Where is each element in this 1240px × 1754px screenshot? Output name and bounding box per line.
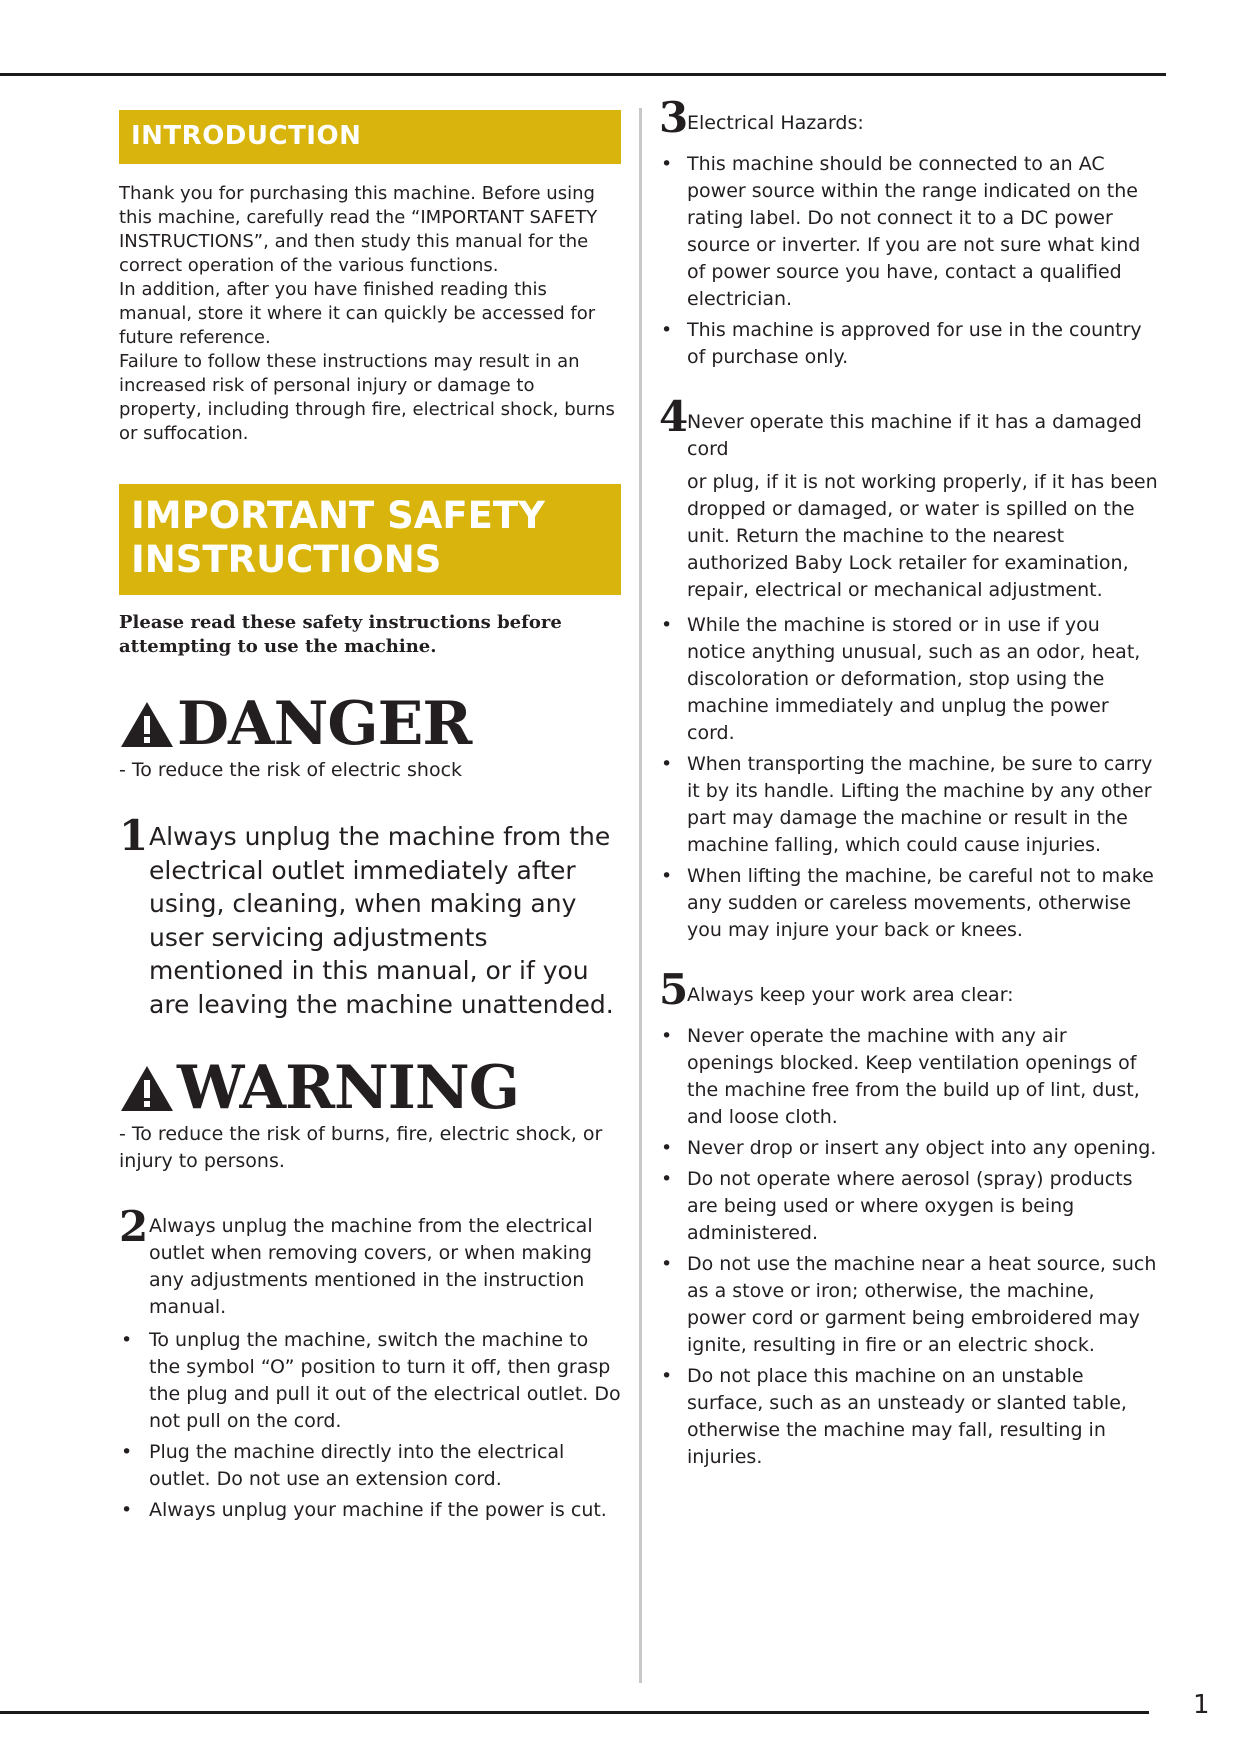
safety-heading <box>119 484 621 595</box>
item-heading: Electrical Hazards: <box>687 112 864 134</box>
bottom-rule <box>0 1711 1149 1714</box>
list-item: • Plug the machine directly into the electrical outlet. Do not use an extension cord. <box>119 1439 621 1493</box>
item-number: 4 <box>659 392 689 441</box>
bullet-list <box>659 612 1159 944</box>
item-number: 1 <box>119 811 149 860</box>
introduction-text <box>119 182 621 446</box>
danger-section <box>119 689 621 784</box>
list-item: • Never operate the machine with any air openings blocked. Keep ventilation openings of the machine free from the build up of lint, dust, and loose cloth. <box>659 1023 1159 1131</box>
list-item: • When lifting the machine, be careful not to make any sudden or careless movements, otherwise you may injure your back or knees. <box>659 863 1159 944</box>
danger-label: DANGER <box>177 689 472 759</box>
list-item: • Always unplug your machine if the power is cut. <box>119 1497 621 1524</box>
item-number: 5 <box>659 965 689 1014</box>
list-item: • While the machine is stored or in use if you notice anything unusual, such as an odor, heat, discoloration or deformation, stop using the machine immediately and unplug the power cord. <box>659 612 1159 747</box>
safety-item-3 <box>659 93 1159 371</box>
safety-item-4 <box>659 392 1159 944</box>
warning-title <box>119 1053 621 1123</box>
page-number: 1 <box>1193 1690 1210 1720</box>
safety-item-5 <box>659 965 1159 1471</box>
list-item: • Do not use the machine near a heat source, such as a stove or iron; otherwise, the machine, power cord or garment being embroidered may ignite, resulting in fire or an electric shock. <box>659 1251 1159 1359</box>
safety-heading-line: IMPORTANT SAFETY <box>131 494 545 537</box>
safety-item-1 <box>119 811 621 1021</box>
introduction-heading: INTRODUCTION <box>119 110 621 164</box>
warning-subtitle: - To reduce the risk of burns, fire, electric shock, or injury to persons. <box>119 1123 603 1172</box>
intro-paragraph: Failure to follow these instructions may result in an increased risk of personal injury or damage to property, including through fire, electrical shock, burns or suffocation. <box>119 351 615 444</box>
top-rule <box>0 73 1166 76</box>
item-text: electrical outlet immediately after using, cleaning, when making any user servicing adjustments mentioned in this manual, or if you are leaving the machine unattended. <box>149 855 614 1019</box>
warning-triangle-icon <box>119 699 175 749</box>
item-text: outlet when removing covers, or when making any adjustments mentioned in the instruction manual. <box>149 1242 592 1318</box>
list-item: • Never drop or insert any object into any opening. <box>659 1135 1159 1162</box>
bullet-list <box>659 151 1159 371</box>
item-heading: Always keep your work area clear: <box>687 984 1014 1006</box>
item-number: 2 <box>119 1202 149 1251</box>
list-item: • This machine should be connected to an AC power source within the range indicated on the rating label. Do not connect it to a DC power source or inverter. If you are not sure what kind of power source you have, contact a qualified electrician. <box>659 151 1159 313</box>
warning-section <box>119 1053 621 1175</box>
danger-title <box>119 689 621 759</box>
list-item: • This machine is approved for use in the country of purchase only. <box>659 317 1159 371</box>
column-divider <box>639 108 642 1683</box>
danger-subtitle: - To reduce the risk of electric shock <box>119 759 463 781</box>
item-number: 3 <box>659 93 689 142</box>
left-column <box>119 110 621 1528</box>
safety-heading-line: INSTRUCTIONS <box>131 538 442 581</box>
safety-note: Please read these safety instructions before attempting to use the machine. <box>119 612 562 657</box>
list-item: • When transporting the machine, be sure to carry it by its handle. Lifting the machine by any other part may damage the machine or result in the machine falling, which could cause injuries. <box>659 751 1159 859</box>
warning-label: WARNING <box>177 1053 519 1123</box>
intro-paragraph: Thank you for purchasing this machine. Before using this machine, carefully read the “IMPORTANT SAFETY INSTRUCTIONS”, and then study this manual for the correct operation of the various functions. <box>119 183 598 276</box>
bullet-list <box>659 1023 1159 1471</box>
item-first-line: Always unplug the machine from the electrical <box>149 1215 593 1237</box>
right-column <box>659 93 1159 1475</box>
item-text: or plug, if it is not working properly, if it has been dropped or damaged, or water is spilled on the unit. Return the machine to the nearest authorized Baby Lock retailer for examination, repair, electrical or mechanical adjustment. <box>687 471 1158 601</box>
safety-item-2 <box>119 1202 621 1524</box>
list-item: • Do not place this machine on an unstable surface, such as an unsteady or slanted table, otherwise the machine may fall, resulting in injuries. <box>659 1363 1159 1471</box>
warning-triangle-icon <box>119 1063 175 1113</box>
list-item: • To unplug the machine, switch the machine to the symbol “O” position to turn it off, then grasp the plug and pull it out of the electrical outlet. Do not pull on the cord. <box>119 1327 621 1435</box>
item-first-line: Always unplug the machine from the <box>149 822 611 851</box>
bullet-list <box>119 1327 621 1524</box>
intro-paragraph: In addition, after you have finished reading this manual, store it where it can quickly be accessed for future reference. <box>119 279 596 348</box>
list-item: • Do not operate where aerosol (spray) products are being used or where oxygen is being administered. <box>659 1166 1159 1247</box>
item-first-line: Never operate this machine if it has a damaged cord <box>687 411 1142 460</box>
